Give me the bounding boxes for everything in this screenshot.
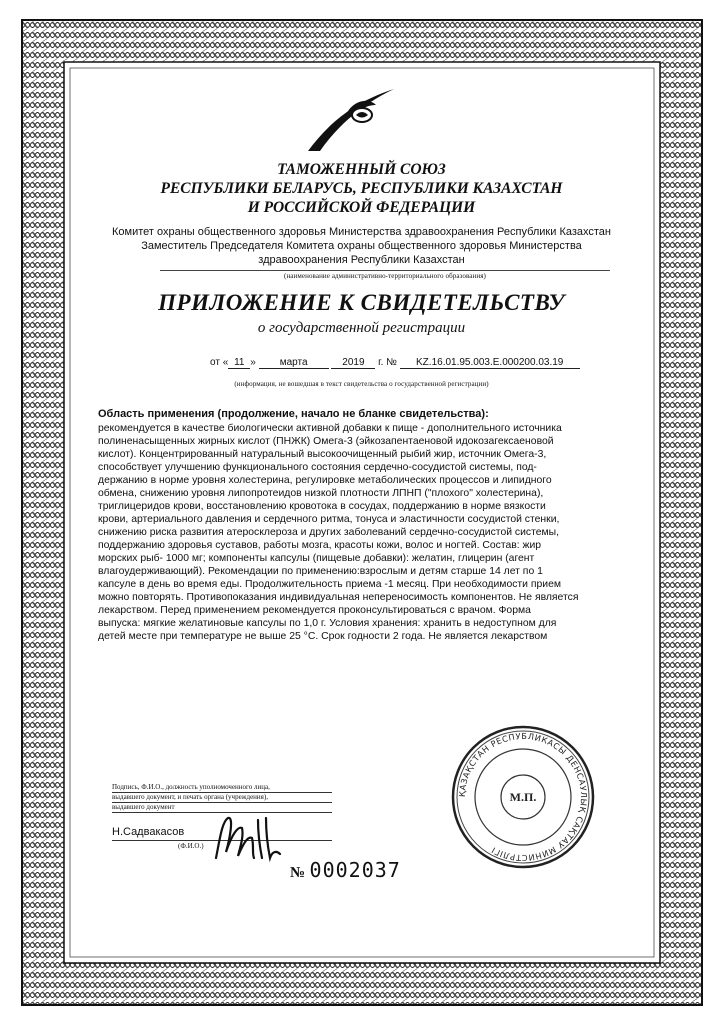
union-line: ТАМОЖЕННЫЙ СОЮЗ <box>277 161 446 178</box>
authority-line: Заместитель Председателя Комитета охраны общественного здоровья Министерства <box>141 240 582 252</box>
text-line: капсуле в день во время еды. Продолжительность приема -1 месяц. При необходимости прием <box>98 579 561 590</box>
caption-line: Подпись, Ф.И.О., должность уполномоченного лица, <box>112 783 332 793</box>
date-month: марта <box>259 357 329 369</box>
text-line: морских рыб- 1000 мг; компоненты капсулы (пищевые добавки): желатин, глицерин (агент <box>98 553 535 564</box>
registration-dateline <box>210 357 580 369</box>
authority-line: Комитет охраны общественного здоровья Министерства здравоохранения Республики Казахстан <box>111 226 611 238</box>
serial-number: 0002037 <box>309 858 401 882</box>
text-line: триглицеридов крови, восстановлению кровотока в сосудах, поддержанию в норме вязкости <box>98 501 546 512</box>
serial-prefix: № <box>290 865 306 881</box>
caption-line: выдавшего документ <box>112 803 332 813</box>
caption-line: выдавшего документ, и печать органа (учреждения), <box>112 793 332 803</box>
registration-number: KZ.16.01.95.003.Е.000200.03.19 <box>400 357 580 369</box>
customs-union-emblem-icon <box>298 85 398 155</box>
union-line: РЕСПУБЛИКИ БЕЛАРУСЬ, РЕСПУБЛИКИ КАЗАХСТАН <box>160 180 563 197</box>
number-sign: № <box>386 357 397 368</box>
date-quote-open: « <box>222 357 229 368</box>
text-line: лекарством. Перед применением рекомендуется проконсультироваться с врачом. Форма <box>98 605 531 616</box>
issuing-authority <box>0 225 723 267</box>
text-line: можно повторять. Противопоказания индивидуальная непереносимость компонентов. Не является <box>98 592 579 603</box>
form-serial <box>290 858 401 882</box>
text-line: поддержанию здоровья суставов, работы мозга, красоты кожи, волос и ногтей. Состав: жир <box>98 540 542 551</box>
stamp-ring-text: ҚАЗАҚСТАН РЕСПУБЛИКАСЫ ДЕНСАУЛЫҚ САҚТАУ МИНИСТРЛІГІ <box>456 730 590 864</box>
stamp-center-text: М.П. <box>509 790 537 804</box>
date-from-label: от <box>210 357 220 368</box>
date-year-suffix: г. <box>378 357 384 368</box>
text-line: обмена, снижению уровня липопротеидов низкой плотности ЛПНП ("плохого" холестерина), <box>98 488 544 499</box>
text-line: кислот). Концентрированный натуральный высокоочищенный рыбий жир, источник Омега-3, <box>98 449 547 460</box>
application-content <box>98 408 623 643</box>
text-line: выпуска: мягкие желатиновые капсулы по 1,0 г. Условия хранения: хранить в недоступном для <box>98 618 557 629</box>
document-title: ПРИЛОЖЕНИЕ К СВИДЕТЕЛЬСТВУ <box>158 290 565 315</box>
handwritten-signature <box>208 808 288 868</box>
text-line: полиненасыщенных жирных кислот (ПНЖК) Омега-3 (эйкозапентаеновой идокозагексаеновой <box>98 436 554 447</box>
text-line: рекомендуется в качестве биологически активной добавки к пище - дополнительного источника <box>98 423 562 434</box>
official-stamp <box>448 722 598 872</box>
signatory-name: Н.Садвакасов <box>112 826 185 838</box>
application-text-block <box>98 422 623 643</box>
text-line: детей месте при температуре не выше 25 °С. Срок годности 2 года. Не является лекарством <box>98 631 548 642</box>
authority-caption: (наименование административно-территориального образования) <box>160 270 610 280</box>
document-subtitle: о государственной регистрации <box>257 320 466 336</box>
text-line: снижению риска развития атеросклероза и других заболеваний сердечно-сосудистой системы, <box>98 527 560 538</box>
date-day: 11 <box>228 357 250 369</box>
fio-caption: (Ф.И.О.) <box>178 842 204 850</box>
text-line: крови, артериального давления и сердечного ритма, тонуса и эластичности сосудистой стенки, <box>98 514 560 525</box>
date-year: 2019 <box>331 357 375 369</box>
customs-union-heading <box>0 160 723 217</box>
authority-line: здравоохранения Республики Казахстан <box>258 254 465 266</box>
date-quote-close: » <box>250 357 256 368</box>
dateline-caption: (информация, не вошедшая в текст свидетельства о государственной регистрации) <box>234 380 489 388</box>
text-line: влагоудерживающий). Рекомендации по применению:взрослым и детям старше 14 лет по 1 <box>98 566 543 577</box>
application-area-heading: Область применения (продолжение, начало не бланке свидетельства): <box>98 408 489 420</box>
text-line: держанию в норме уровня холестерина, регулировке метаболических процессов и липидного <box>98 475 552 486</box>
union-line: И РОССИЙСКОЙ ФЕДЕРАЦИИ <box>247 199 476 216</box>
text-line: способствует улучшению функционального состояния сердечно-сосудистой системы, под- <box>98 462 537 473</box>
